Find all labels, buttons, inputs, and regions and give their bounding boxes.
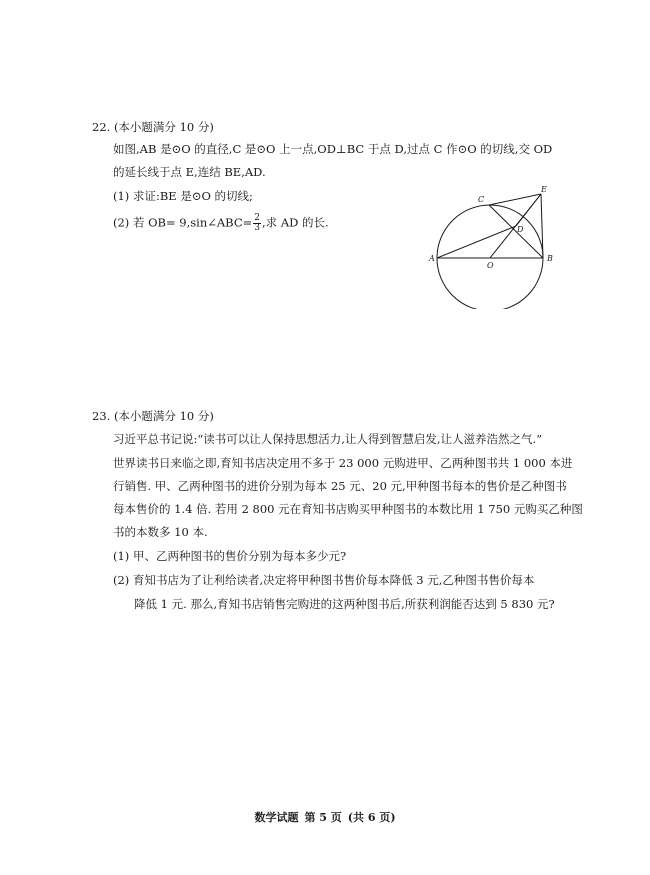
- q23-part-2-line-2: 降低 1 元. 那么,育知书店销售完购进的这两种图书后,所获利润能否达到 5 830 元?: [134, 597, 555, 611]
- q23-stem-line-3: 行销售. 甲、乙两种图书的进价分别为每本 25 元、20 元,甲种图书每本的售价是乙种图书: [113, 479, 567, 493]
- page-footer: [0, 809, 650, 825]
- q22-fraction-denominator: 3: [254, 223, 261, 233]
- figure-label-a: A: [429, 254, 435, 263]
- footer-total-pages: (共 6 页): [347, 811, 396, 824]
- q22-fraction-numerator: 2: [254, 213, 261, 223]
- q23-part-2-line-1: (2) 育知书店为了让利给读者,决定将甲种图书售价每本降低 3 元,乙种图书售价每本: [113, 573, 535, 587]
- figure-segment-ad: [437, 226, 516, 258]
- figure-circle-o: [437, 205, 543, 309]
- q23-stem-line-4: 每本售价的 1.4 倍. 若用 2 800 元在育知书店购买甲种图书的本数比用 1 750 元购买乙种图: [113, 502, 583, 516]
- q22-circle-figure: [428, 184, 568, 309]
- q22-part-2-suffix: ,求 AD 的长.: [262, 215, 329, 230]
- q22-part-2: [113, 214, 329, 233]
- figure-segment-cb: [489, 205, 543, 258]
- q22-sin-fraction: [253, 214, 261, 233]
- figure-label-d: D: [517, 225, 524, 234]
- figure-label-e: E: [541, 185, 547, 194]
- q23-part-1: (1) 甲、乙两种图书的售价分别为每本多少元?: [113, 549, 347, 563]
- q22-stem-line-2: 的延长线于点 E,连结 BE,AD.: [113, 165, 266, 179]
- footer-page-number: 第 5 页: [304, 811, 342, 824]
- figure-label-c: C: [478, 195, 485, 204]
- q23-stem-line-1: 习近平总书记说:“读书可以让人保持思想活力,让人得到智慧启发,让人滋养浩然之气.”: [113, 432, 543, 446]
- q23-stem-line-5: 书的本数多 10 本.: [113, 525, 208, 539]
- q22-heading: 22. (本小题满分 10 分): [92, 120, 214, 134]
- q23-heading: 23. (本小题满分 10 分): [92, 409, 214, 423]
- footer-subject: 数学试题: [254, 811, 299, 824]
- figure-label-o: O: [487, 261, 494, 270]
- figure-label-b: B: [547, 254, 553, 263]
- q22-part-1: (1) 求证:BE 是⊙O 的切线;: [113, 189, 253, 203]
- q22-stem-line-1: 如图,AB 是⊙O 的直径,C 是⊙O 上一点,OD⊥BC 于点 D,过点 C 作⊙O 的切线,交 OD: [113, 142, 553, 156]
- q23-stem-line-2: 世界读书日来临之即,育知书店决定用不多于 23 000 元购进甲、乙两种图书共 1 000 本进: [113, 456, 573, 470]
- q22-part-2-prefix: (2) 若 OB= 9,sin∠ABC=: [113, 215, 253, 230]
